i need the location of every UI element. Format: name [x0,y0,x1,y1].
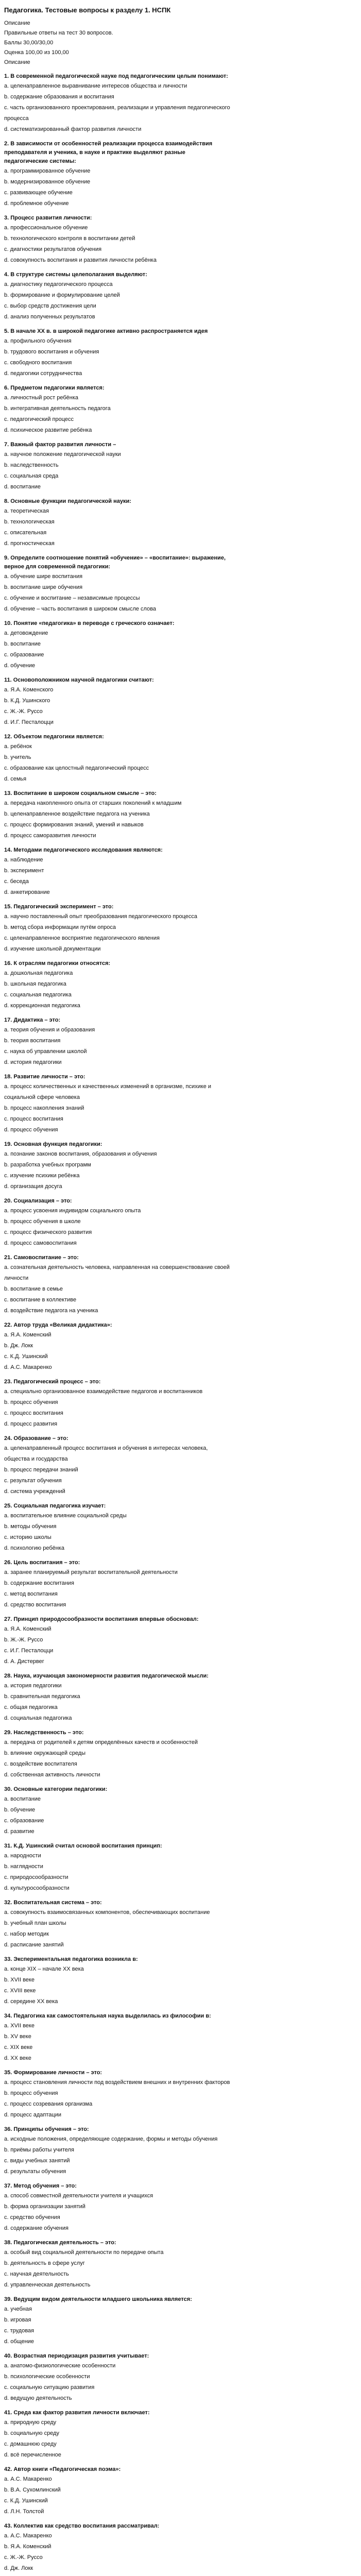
answer-option: d. прогностическая [4,540,55,547]
answer-option: a. детовождение [4,630,48,636]
answer-option: c. социальную ситуацию развития [4,2384,95,2391]
answer-option: b. обучение [4,1807,36,1813]
answer-option: a. А.С. Макаренко [4,2533,52,2539]
question-block [4,733,231,785]
answer-option: a. целенаправленный процесс воспитания и обучения в интересах человека, общества и государства [4,1445,208,1462]
question-text: 11. Основоположником научной педагогики считают: [4,677,154,683]
question-text: 27. Принцип природосообразности воспитания впервые обосновал: [4,1616,199,1622]
question-text: 39. Ведущим видом деятельности младшего школьника является: [4,2296,192,2302]
answer-option: a. специально организованное взаимодействие педагогов и воспитанников [4,1388,203,1395]
answer-option: b. игровая [4,2317,31,2323]
question-text: 8. Основные функции педагогической науки: [4,498,131,504]
answer-option: c. виды учебных занятий [4,2158,70,2164]
answer-option: b. модернизированное обучение [4,179,91,185]
answer-option: c. воспитание в коллективе [4,1297,77,1303]
answer-option: a. теория обучения и образования [4,1027,95,1033]
answer-option: d. совокупность воспитания и развития личности ребёнка [4,257,157,263]
score-line: Баллы 30,00/30,00 [4,40,54,46]
question-text: 24. Образование – это: [4,1435,68,1442]
answer-option: a. профильного обучения [4,338,72,344]
answer-option: a. сознательная деятельность человека, направленная на совершенствование своей личности [4,1264,230,1281]
answer-option: d. ведущую деятельность [4,2395,72,2401]
answer-option: b. деятельность в сфере услуг [4,2260,85,2266]
answer-option: d. результаты обучения [4,2168,66,2175]
answer-option: a. исходные положения, определяющие содержание, формы и методы обучения [4,2136,218,2142]
question-block [4,1899,231,1951]
question-list [4,72,231,2576]
answer-option: c. образование [4,1818,44,1824]
question-block [4,2125,231,2177]
answer-option: a. способ совместной деятельности учителя и учащихся [4,2193,153,2199]
answer-option: b. содержание воспитания [4,1580,74,1586]
answer-option: b. процесс обучения [4,2090,58,2096]
answer-option: c. процесс созревания организма [4,2101,93,2107]
question-text: 35. Формирование личности – это: [4,2070,102,2076]
answer-option: a. диагностику педагогического процесса [4,281,113,287]
answer-option: c. набор методик [4,1931,49,1937]
answer-option: d. проблемное обучение [4,200,69,207]
answer-option: c. часть организованного проектирования, реализации и управления педагогического процесса [4,105,230,122]
question-block [4,1785,231,1837]
answer-option: d. развитие [4,1828,35,1835]
answer-option: c. процесс физического развития [4,1229,92,1235]
question-text: 37. Метод обучения – это: [4,2183,77,2189]
answer-option: b. Ж.-Ж. Руссо [4,1637,43,1643]
answer-option: b. целенаправленное воздействие педагога на ученика [4,811,150,817]
answer-option: a. теоретическая [4,508,49,514]
question-block [4,327,231,379]
answer-option: d. Дж. Локк [4,2565,33,2571]
answer-option: a. история педагогики [4,1683,62,1689]
answer-option: c. результат обучения [4,1478,62,1484]
answer-option: d. педагогики сотрудничества [4,370,82,377]
question-block [4,2409,231,2461]
question-block [4,554,231,615]
answer-option: c. социальная среда [4,473,59,479]
answer-option: d. организация досуга [4,1183,62,1190]
answer-option: c. свободного воспитания [4,360,72,366]
answer-option: b. К.Д. Ушинского [4,698,50,704]
question-block [4,2295,231,2347]
question-block [4,1615,231,1667]
answer-option: c. образование как целостный педагогический процесс [4,765,149,771]
answer-option: d. всё перечисленное [4,2452,61,2458]
answer-option: b. сравнительная педагогика [4,1693,80,1700]
question-text: 34. Педагогика как самостоятельная наука выделилась из философии в: [4,2013,211,2019]
question-block [4,789,231,841]
grade-line: Оценка 100,00 из 100,00 [4,49,69,56]
answer-option: d. психологию ребёнка [4,1545,64,1551]
question-block [4,2465,231,2517]
answer-option: a. передача от родителей к детям определённых качеств и особенностей [4,1739,198,1745]
page-title: Педагогика. Тестовые вопросы к разделу 1. НСПК [4,6,171,14]
answer-option: d. процесс самовоспитания [4,1240,77,1246]
answer-option: d. расписание занятий [4,1942,64,1948]
answer-option: c. метод воспитания [4,1591,58,1597]
answer-option: d. общение [4,2338,35,2345]
answer-option: c. наука об управлении школой [4,1048,87,1055]
answer-option: c. выбор средств достижения цели [4,303,96,309]
question-text: 3. Процесс развития личности: [4,215,92,221]
question-block [4,270,231,323]
answer-option: d. процесс развития [4,1421,58,1427]
answer-option: c. природосообразности [4,1874,68,1880]
answer-option: c. Ж.-Ж. Руссо [4,708,43,715]
answer-option: c. развивающее обучение [4,190,73,196]
answer-option: b. методы обучения [4,1523,57,1530]
answer-option: d. А. Дистервег [4,1658,44,1665]
answer-option: d. А.С. Макаренко [4,1364,52,1370]
answer-option: d. анализ полученных результатов [4,314,95,320]
answer-option: a. профессиональное обучение [4,225,88,231]
question-block [4,676,231,728]
question-text: 19. Основная функция педагогики: [4,1141,102,1147]
answer-option: d. воздействие педагога на ученика [4,1308,98,1314]
answer-option: c. общая педагогика [4,1704,58,1710]
answer-option: c. воздействие воспитателя [4,1761,77,1767]
answer-option: c. целенаправленное восприятие педагогического явления [4,935,160,941]
answer-option: d. семья [4,776,27,782]
answer-option: a. Я.А. Коменского [4,687,54,693]
question-text: 9. Определите соотношение понятий «обучение» – «воспитание»: выражение, верное для современной педагогики: [4,555,226,570]
question-block [4,1502,231,1554]
answer-option: b. воспитание в семье [4,1286,63,1292]
question-block [4,903,231,955]
answer-option: d. И.Г. Песталоцци [4,719,54,725]
question-text: 30. Основные категории педагогики: [4,1786,108,1792]
question-block [4,619,231,671]
answer-option: a. процесс количественных и качественных изменений в организме, психике и социальной сфере человека [4,1083,212,1100]
answer-option: d. обучение [4,663,36,669]
question-block [4,2239,231,2291]
question-text: 32. Воспитательная система – это: [4,1900,102,1906]
question-text: 16. К отраслям педагогики относятся: [4,960,111,967]
answer-option: b. школьная педагогика [4,981,66,987]
question-text: 15. Педагогический эксперимент – это: [4,904,114,910]
question-text: 7. Важный фактор развития личности – [4,442,116,448]
answer-option: c. описательная [4,530,47,536]
answer-option: a. воспитание [4,1796,41,1802]
answer-option: a. XVII веке [4,2023,35,2029]
question-block [4,72,231,135]
answer-option: d. культуросообразности [4,1885,70,1891]
question-text: 40. Возрастная периодизация развития учитывает: [4,2353,149,2359]
answer-option: b. психологические особенности [4,2374,90,2380]
question-block [4,1955,231,2007]
answer-option: b. формирование и формулирование целей [4,292,120,298]
answer-option: d. процесс саморазвития личности [4,833,96,839]
answer-option: d. система учреждений [4,1488,65,1495]
answer-option: a. особый вид социальной деятельности по передаче опыта [4,2249,164,2256]
question-text: 22. Автор труда «Великая дидактика»: [4,1322,112,1328]
question-block [4,1378,231,1430]
question-block [4,2522,231,2574]
answer-option: c. XVIII веке [4,1988,36,1994]
answer-option: b. интегративная деятельность педагога [4,405,111,412]
answer-option: b. XVII веке [4,1977,35,1983]
answer-option: a. личностный рост ребёнка [4,395,79,401]
question-block [4,384,231,436]
answer-option: c. средство обучения [4,2214,60,2221]
answer-option: c. К.Д. Ушинский [4,1353,48,1360]
question-block [4,1140,231,1192]
answer-option: b. процесс обучения [4,1399,58,1405]
answer-option: b. воспитание [4,641,41,647]
answer-option: a. дошкольная педагогика [4,970,73,976]
question-text: 18. Развитие личности – это: [4,1074,85,1080]
answer-option: a. процесс становления личности под воздействием внешних и внутренних факторов [4,2079,230,2086]
answer-option: a. обучение шире воспитания [4,573,83,580]
question-block [4,2182,231,2234]
answer-option: a. передача накопленного опыта от старших поколений к младшим [4,800,182,806]
question-text: 23. Педагогический процесс – это: [4,1379,101,1385]
question-block [4,846,231,898]
answer-option: c. образование [4,652,44,658]
answer-option: d. коррекционная педагогика [4,1003,80,1009]
question-text: 43. Коллектив как средство воспитания рассматривал: [4,2523,160,2529]
answer-option: b. социальную среду [4,2430,59,2436]
question-text: 20. Социализация – это: [4,1198,72,1204]
question-block [4,1728,231,1781]
answer-option: b. В.А. Сухомлинский [4,2487,61,2493]
answer-option: b. форма организации занятий [4,2204,85,2210]
answer-option: b. наследственность [4,462,59,468]
question-text: 1. В современной педагогической науке под педагогическим целым понимают: [4,73,228,79]
answer-option: a. заранее планируемый результат воспитательной деятельности [4,1569,178,1575]
answer-option: b. процесс обучения в школе [4,1218,81,1225]
answer-option: c. И.Г. Песталоцци [4,1648,54,1654]
answer-option: c. беседа [4,878,29,885]
question-text: 28. Наука, изучающая закономерности развития педагогической мысли: [4,1673,209,1679]
answer-option: a. Я.А. Коменский [4,1626,51,1632]
answer-option: c. Ж.-Ж. Руссо [4,2554,43,2561]
answer-option: a. научное положение педагогической науки [4,451,121,457]
question-block [4,1321,231,1373]
answer-option: d. средство воспитания [4,1602,66,1608]
answer-option: d. середине XX века [4,1998,58,2005]
answer-option: c. процесс формирования знаний, умений и навыков [4,822,144,828]
answer-option: b. теория воспитания [4,1038,61,1044]
answer-option: c. научная деятельность [4,2271,69,2277]
answer-option: a. совокупность взаимосвязанных компонентов, обеспечивающих воспитание [4,1909,210,1916]
answer-option: d. психическое развитие ребёнка [4,427,92,433]
answer-option: a. наблюдение [4,857,43,863]
answer-option: d. процесс адаптации [4,2112,62,2118]
answer-option: c. процесс воспитания [4,1116,63,1122]
answer-option: b. процесс накопления знаний [4,1105,84,1111]
answer-option: d. систематизированный фактор развития личности [4,126,142,132]
answer-option: b. эксперимент [4,868,44,874]
question-block [4,440,231,493]
answer-option: a. программированное обучение [4,168,91,174]
answer-option: c. процесс воспитания [4,1410,63,1416]
answer-option: b. Я.А. Коменский [4,2544,51,2550]
answer-option: d. история педагогики [4,1059,62,1065]
answer-option: c. XIX веке [4,2044,33,2050]
question-block [4,2069,231,2121]
answer-option: a. конце XIX – начале XX века [4,1966,84,1972]
test-summary: Правильные ответы на тест 30 вопросов. [4,30,113,36]
question-text: 41. Среда как фактор развития личности включает: [4,2410,150,2416]
question-block [4,140,231,209]
answer-option: d. воспитание [4,484,41,490]
answer-option: d. XX веке [4,2055,31,2061]
question-block [4,1672,231,1724]
question-text: 36. Принципы обучения – это: [4,2126,89,2132]
question-text: 2. В зависимости от особенностей реализации процесса взаимодействия преподавателя и ученика, в науке и практике выделяют разные педагогические системы: [4,141,213,164]
answer-option: c. обучение и воспитание – независимые процессы [4,595,140,601]
answer-option: c. историю школы [4,1534,51,1540]
question-block [4,1016,231,1068]
answer-option: a. Я.А. Коменский [4,1332,51,1338]
question-text: 5. В начале XX в. в широкой педагогике активно распространяется идея [4,328,208,334]
answer-option: d. обучение – часть воспитания в широком смысле слова [4,606,157,612]
question-text: 42. Автор книги «Педагогическая поэма»: [4,2466,121,2472]
answer-option: d. процесс обучения [4,1127,58,1133]
answer-option: a. А.С. Макаренко [4,2476,52,2482]
answer-option: c. диагностики результатов обучения [4,246,102,252]
question-block [4,1073,231,1136]
question-text: 10. Понятие «педагогика» в переводе с греческого означает: [4,620,175,626]
answer-option: b. технологического контроля в воспитании детей [4,235,135,242]
answer-option: b. учитель [4,754,31,760]
answer-option: a. учебная [4,2306,32,2312]
question-text: 29. Наследственность – это: [4,1730,84,1736]
feedback-label: Описание [4,59,30,65]
answer-option: a. воспитательное влияние социальной среды [4,1513,127,1519]
question-text: 38. Педагогическая деятельность – это: [4,2240,116,2246]
answer-option: b. учебный план школы [4,1920,66,1926]
question-block [4,497,231,549]
answer-option: a. анатомо-физиологические особенности [4,2363,116,2369]
answer-option: b. приёмы работы учителя [4,2147,74,2153]
answer-option: c. социальная педагогика [4,992,72,998]
answer-option: c. домашнюю среду [4,2441,57,2447]
answer-option: a. целенаправленное выравнивание интересов общества и личности [4,83,187,89]
question-text: 25. Социальная педагогика изучает: [4,1503,106,1509]
question-text: 13. Воспитание в широком социальном смысле – это: [4,790,157,796]
question-block [4,1842,231,1894]
answer-option: a. ребёнок [4,743,32,750]
answer-option: b. содержание образования и воспитания [4,94,114,100]
answer-option: a. научно поставленный опыт преобразования педагогического процесса [4,913,198,920]
question-text: 33. Экспериментальная педагогика возникла в: [4,1956,138,1962]
answer-option: a. процесс усвоения индивидом социального опыта [4,1208,141,1214]
question-text: 4. В структуре системы целеполагания выделяют: [4,272,147,278]
question-block [4,1197,231,1249]
answer-option: d. Л.Н. Толстой [4,2509,44,2515]
question-block [4,2352,231,2404]
question-block [4,959,231,1011]
answer-option: a. народности [4,1853,41,1859]
answer-option: a. познание законов воспитания, образования и обучения [4,1151,157,1157]
question-block [4,1434,231,1497]
answer-option: d. собственная активность личности [4,1772,100,1778]
question-text: 6. Предметом педагогики является: [4,385,105,391]
question-text: 31. К.Д. Ушинский считал основой воспитания принцип: [4,1843,162,1849]
question-block [4,2012,231,2064]
question-text: 26. Цель воспитания – это: [4,1560,80,1566]
description-label: Описание [4,20,30,26]
answer-option: b. XV веке [4,2033,31,2040]
question-text: 12. Объектом педагогики является: [4,734,104,740]
question-text: 14. Методами педагогического исследования являются: [4,847,163,853]
answer-option: d. содержание обучения [4,2225,68,2231]
question-text: 17. Дидактика – это: [4,1017,61,1023]
answer-option: b. влияние окружающей среды [4,1750,86,1756]
question-block [4,1253,231,1316]
answer-option: b. метод сбора информации путём опроса [4,924,116,930]
answer-option: b. Дж. Локк [4,1343,33,1349]
answer-option: a. природную среду [4,2419,57,2426]
answer-option: b. наглядности [4,1863,43,1870]
answer-option: d. анкетирование [4,889,50,895]
answer-option: c. изучение психики ребёнка [4,1173,80,1179]
answer-option: d. социальная педагогика [4,1715,72,1721]
answer-option: b. воспитание шире обучения [4,584,83,590]
answer-option: c. трудовая [4,2328,35,2334]
answer-option: c. педагогический процесс [4,416,74,422]
question-block [4,214,231,266]
answer-option: c. К.Д. Ушинский [4,2498,48,2504]
answer-option: d. управленческая деятельность [4,2282,91,2288]
answer-option: b. трудового воспитания и обучения [4,349,99,355]
answer-option: b. процесс передачи знаний [4,1467,78,1473]
answer-option: b. технологическая [4,519,55,525]
question-block [4,1558,231,1611]
answer-option: b. разработка учебных программ [4,1162,91,1168]
question-text: 21. Самовоспитание – это: [4,1255,79,1261]
answer-option: d. изучение школьной документации [4,946,101,952]
